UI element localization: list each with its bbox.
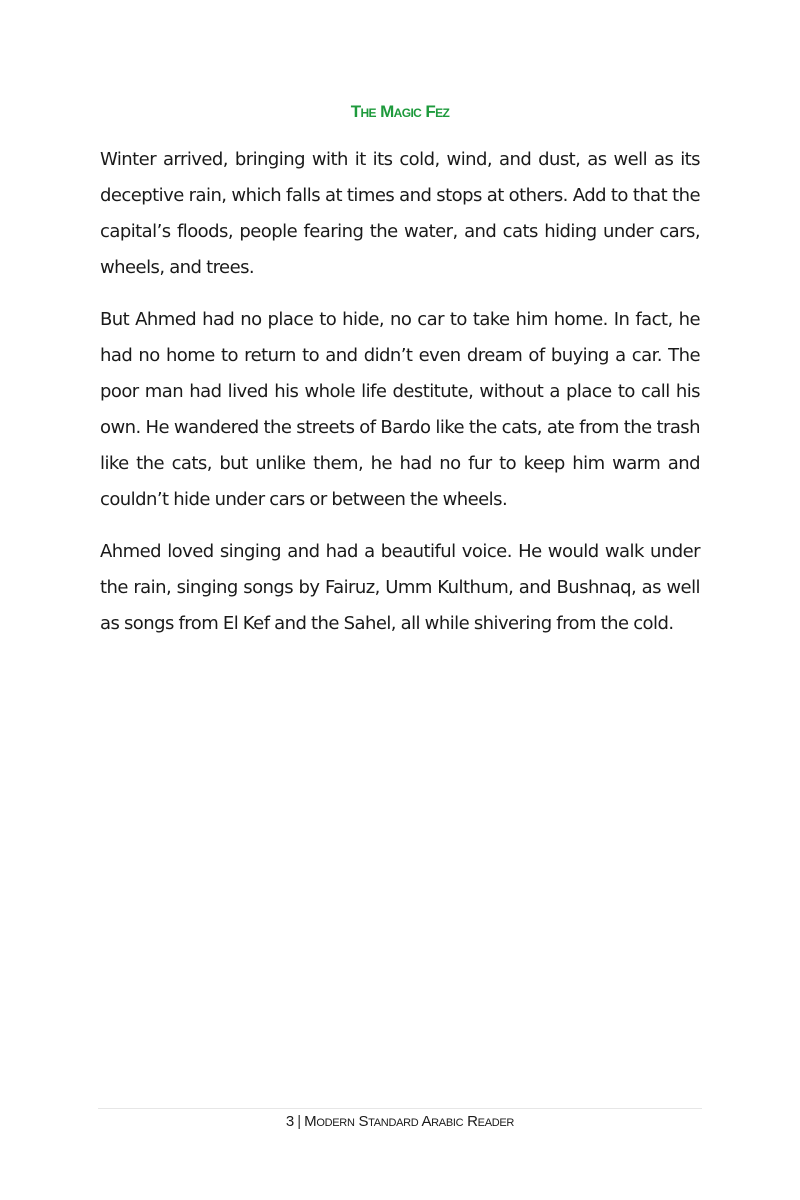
footer-separator: |: [297, 1113, 302, 1130]
paragraph-1: Winter arrived, bringing with it its cold, wind, and dust, as well as its deceptive rain, which falls at times and stops at others. Add to that the capital’s floods, people fearing the water, and cats hiding under cars, wheels, and trees.: [100, 149, 700, 278]
body-text: [100, 142, 700, 658]
paragraph-3: Ahmed loved singing and had a beautiful voice. He would walk under the rain, singing songs by Fairuz, Umm Kulthum, and Bushnaq, as well as songs from El Kef and the Sahel, all while shivering from the cold.: [100, 541, 700, 634]
footer-divider: [98, 1108, 702, 1109]
paragraph-2: But Ahmed had no place to hide, no car to take him home. In fact, he had no home to return to and didn’t even dream of buying a car. The poor man had lived his whole life destitute, without a place to call his own. He wandered the streets of Bardo like the cats, ate from the trash like the cats, but unlike them, he had no fur to keep him warm and couldn’t hide under cars or between the wheels.: [100, 309, 700, 510]
page-number: 3: [285, 1113, 295, 1130]
page-footer: [0, 1113, 800, 1130]
book-title: Modern Standard Arabic Reader: [304, 1113, 515, 1130]
chapter-title: The Magic Fez: [350, 102, 450, 121]
